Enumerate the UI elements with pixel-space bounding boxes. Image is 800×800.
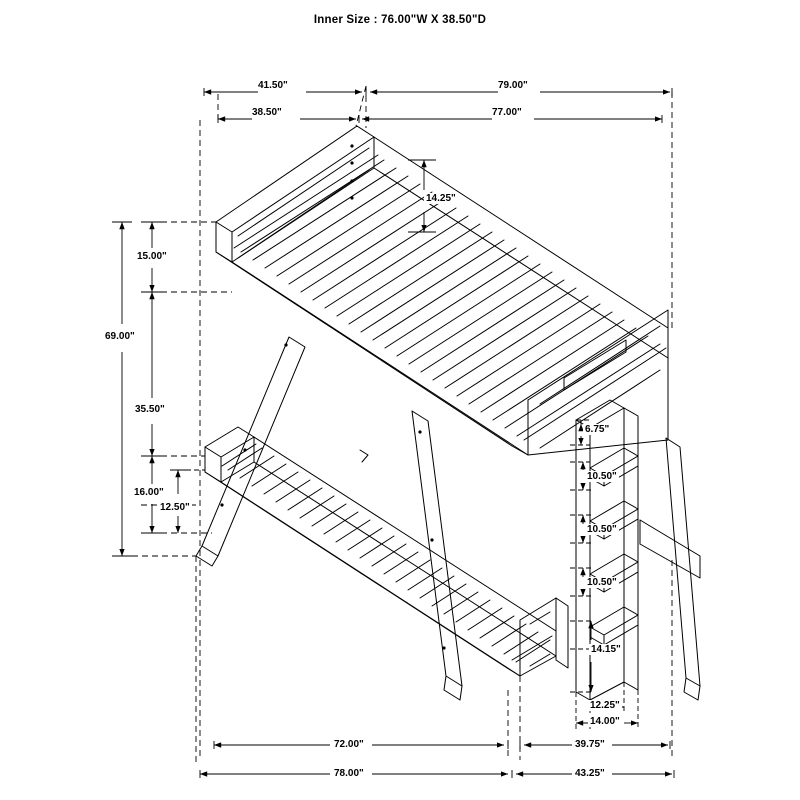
dim-bottom-upper-left: 72.00"	[334, 739, 364, 750]
dim-top-lower-right: 77.00"	[492, 107, 522, 118]
dim-top-lower-left: 38.50"	[252, 107, 282, 118]
dim-upper-to-lower: 35.50"	[135, 404, 165, 415]
dim-overall-height: 69.00"	[105, 331, 135, 342]
dim-upper-guard-rail: 14.25"	[426, 193, 456, 204]
dim-ladder-inner-width: 12.25"	[590, 700, 620, 711]
dim-top-upper-left: 41.50"	[258, 80, 288, 91]
dim-ladder-rung-2: 10.50"	[587, 524, 617, 535]
dim-bottom-upper-right: 39.75"	[575, 739, 605, 750]
dim-bottom-lower-left: 78.00"	[334, 768, 364, 779]
dim-ladder-rung-1: 10.50"	[587, 471, 617, 482]
dim-ladder-top-rung: 6.75"	[585, 424, 610, 435]
dim-lower-frame-height: 12.50"	[160, 502, 190, 513]
page-title: Inner Size : 76.00"W X 38.50"D	[313, 14, 487, 26]
dim-ladder-rung-3: 10.50"	[587, 577, 617, 588]
dim-bottom-lower-right: 43.25"	[575, 768, 605, 779]
dim-ladder-outer-width: 14.00"	[590, 716, 620, 727]
dim-ladder-bottom-clear: 14.15"	[591, 644, 621, 655]
dim-upper-rail-top-gap: 15.00"	[137, 251, 167, 262]
dim-top-upper-right: 79.00"	[498, 80, 528, 91]
dim-lower-deck-height: 16.00"	[134, 487, 164, 498]
